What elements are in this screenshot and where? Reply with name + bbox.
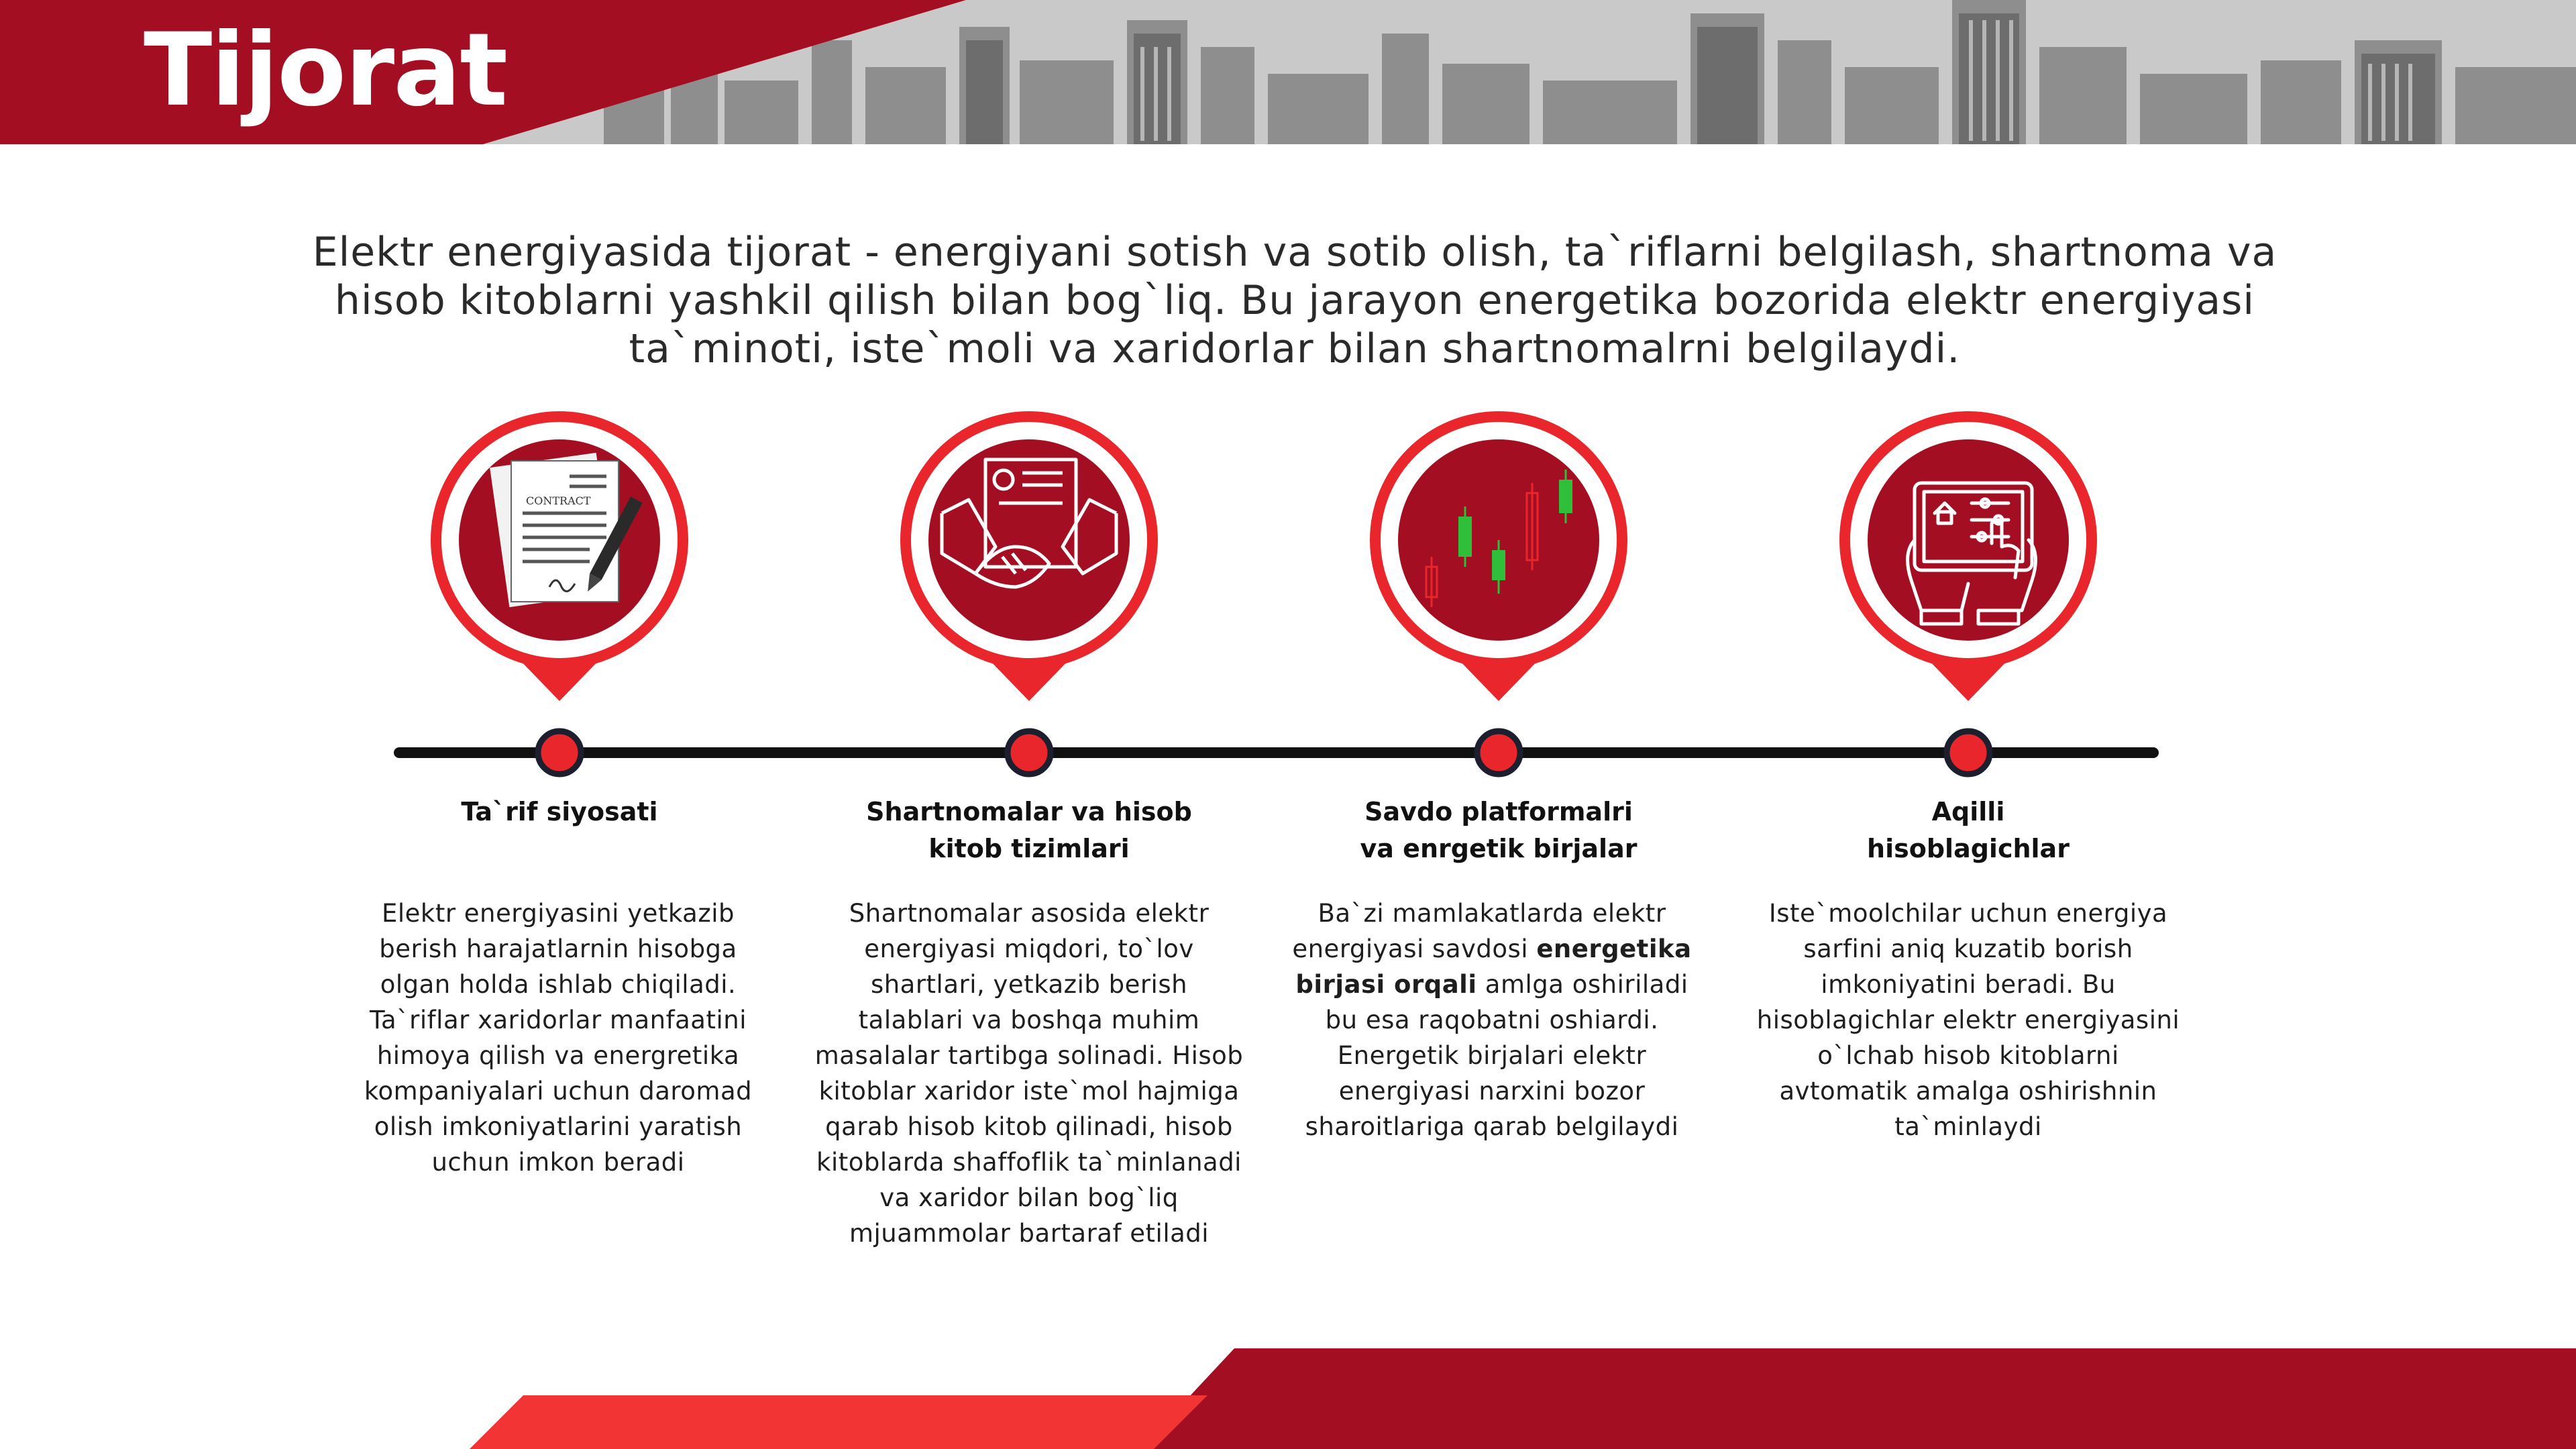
step-body-text: Ba`zi mamlakatlarda elektr energiyasi savdosi xyxy=(1292,899,1666,963)
contract-icon xyxy=(425,406,694,714)
step-title-line: Savdo platformalri xyxy=(1364,797,1633,826)
step-title-line: Ta`rif siyosati xyxy=(461,797,658,826)
step-title-tarif xyxy=(358,794,761,830)
step-title-line: Shartnomalar va hisob xyxy=(866,797,1192,826)
page-title: Tijorat xyxy=(144,12,507,129)
intro-paragraph: Elektr energiyasida tijorat - energiyani sotish va sotib olish, ta`riflarni belgilash, shartnoma va hisob kitoblarni yashkil qilish bilan bog`liq. Bu jarayon energetika bozorida elektr energiyasi ta`minoti, iste`moli va xaridorlar bilan shartnomalrni belgilaydi. xyxy=(312,229,2277,372)
step-body-tarif: Elektr energiyasini yetkazib berish harajatlarnin hisobga olgan holda ishlab chiqiladi. Ta`riflar xaridorlar manfaatini himoya qilish va energretika kompaniyalari uchun daromad olish imkoniyatlarini yaratish uchun imkon beradi xyxy=(364,899,753,1177)
step-title-line: Aqilli xyxy=(1931,797,2005,826)
step-title-line: kitob tizimlari xyxy=(928,834,1130,863)
smart-meter-tablet-icon xyxy=(1834,406,2102,714)
step-title-line: hisoblagichlar xyxy=(1867,834,2070,863)
step-title-savdo xyxy=(1297,794,1700,867)
svg-text:CONTRACT: CONTRACT xyxy=(526,494,591,507)
handshake-icon xyxy=(895,406,1163,714)
timeline-dot-2 xyxy=(1008,731,1051,774)
step-title-shartnomalar xyxy=(828,794,1230,867)
footer-stripes xyxy=(0,1342,2576,1449)
timeline-dot-1 xyxy=(538,731,581,774)
step-body-savdo xyxy=(1284,896,1700,1144)
step-body-emphasis: energetika birjasi orqali xyxy=(1295,934,1692,999)
candlestick-chart-icon xyxy=(1364,406,1633,714)
step-body-aqilli: Iste`moolchilar uchun energiya sarfini aniq kuzatib borish imkoniyatini beradi. Bu hisoblagichlar elektr energiyasini o`lchab hisob kitoblarni avtomatik amalga oshirishnin ta`minlaydi xyxy=(1756,899,2180,1141)
step-title-line: va enrgetik birjalar xyxy=(1360,834,1638,863)
timeline-dot-4 xyxy=(1947,731,1990,774)
step-body-shartnomalar: Shartnomalar asosida elektr energiyasi miqdori, to`lov shartlari, yetkazib berish talablari va boshqa muhim masalalar tartibga solinadi. Hisob kitoblar xaridor iste`mol hajmiga qarab hisob kitob qilinadi, hisob kitoblarda shaffoflik ta`minlanadi va xaridor bilan bog`liq mjuammolar bartaraf etiladi xyxy=(814,899,1244,1248)
step-title-aqilli xyxy=(1767,794,2169,867)
timeline-dot-3 xyxy=(1477,731,1520,774)
step-body-text: amlga oshiriladi bu esa raqobatni oshiardi. Energetik birjalari elektr energiyasi narxini bozor sharoitlariga qarab belgilaydi xyxy=(1305,970,1688,1141)
